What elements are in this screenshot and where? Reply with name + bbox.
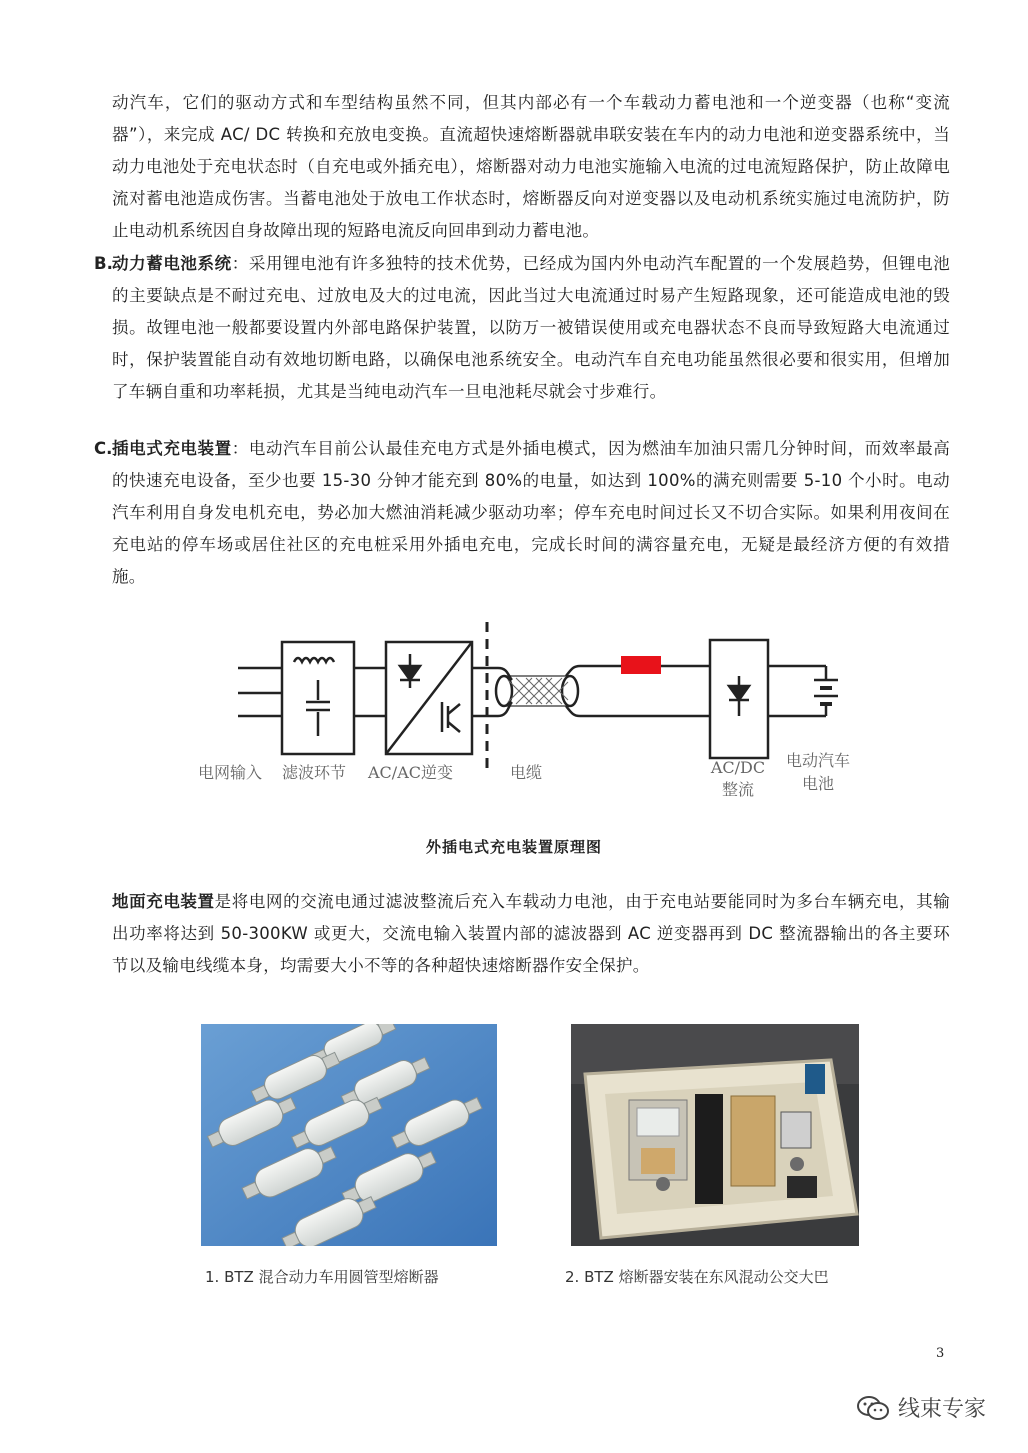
- diode-symbol: [400, 666, 420, 680]
- label-acdc: [702, 758, 774, 800]
- section-c-title: 插电式充电装置: [112, 439, 232, 458]
- watermark-text: 线束专家: [898, 1397, 987, 1422]
- label-grid-input: 电网输入: [198, 763, 263, 782]
- inductor-symbol: [294, 658, 334, 662]
- section-b-body: ：采用锂电池有许多独特的技术优势，已经成为国内外电动汽车配置的一个发展趋势，但锂电池的主要缺点是不耐过充电、过放电及大的过电流，因此当过大电流通过时易产生短路现象，还可能造成电池的毁损。故锂电池一般都要设置内外部电路保护装置，以防万一被错误使用或充电器状态不良而导致短路大电流通过时，保护装置能自动有效地切断电路，以确保电池系统安全。电动汽车自充电功能虽然很必要和很实用，但增加了车辆自重和功率耗损，尤其是当纯电动汽车一旦电池耗尽就会寸步难行。: [112, 254, 950, 401]
- ground-charging-body: 是将电网的交流电通过滤波整流后充入车载动力电池，由于充电站要能同时为多台车辆充电，其输出功率将达到 50-300KW 或更大，交流电输入装置内部的滤波器到 AC 逆变器再到 DC 整流器输出的各主要环节以及输电线缆本身，均需要大小不等的各种超快速熔断器作安全保护。: [112, 892, 950, 975]
- inverter-diagonal: [386, 642, 472, 754]
- label-acac: AC/AC逆变: [368, 763, 453, 782]
- section-b-paragraph: [112, 248, 950, 408]
- label-battery: [780, 748, 856, 794]
- section-b-title: 动力蓄电池系统: [112, 254, 232, 273]
- intro-paragraph: 动汽车，它们的驱动方式和车型结构虽然不同，但其内部必有一个车载动力蓄电池和一个逆变器（也称“变流器”），来完成 AC/ DC 转换和充放电变换。直流超快速熔断器就串联安装在车内的动力电池和逆变器系统中，当动力电池处于充电状态时（自充电或外插充电），熔断器对动力电池实施输入电流的过电流短路保护，防止故障电流对蓄电池造成伤害。当蓄电池处于放电工作状态时，熔断器反向对逆变器以及电动机系统实施过电流防护，防止电动机系统因自身故障出现的短路电流反向回串到动力蓄电池。: [112, 93, 950, 240]
- diagram-caption: 外插电式充电装置原理图: [425, 838, 602, 856]
- photo-2-caption: 2. BTZ 熔断器安装在东风混动公交大巴: [565, 1268, 829, 1286]
- wechat-icon: [856, 1394, 890, 1422]
- charging-schematic: [198, 618, 856, 808]
- section-c-paragraph: [112, 433, 950, 593]
- label-cable: 电缆: [510, 763, 543, 782]
- section-b-letter: B.: [94, 254, 113, 273]
- ground-charging-paragraph: [112, 886, 950, 982]
- fuse-box-photo: [571, 1024, 859, 1246]
- label-acdc-line1: AC/DC: [710, 758, 766, 777]
- red-fuse-symbol: [621, 656, 661, 674]
- ground-charging-title: 地面充电装置: [112, 892, 215, 911]
- label-filter: 滤波环节: [282, 763, 347, 782]
- fuse-array-photo: [201, 1024, 497, 1246]
- label-battery-line1: 电动汽车: [785, 751, 850, 770]
- section-c-body: ：电动汽车目前公认最佳充电方式是外插电模式，因为燃油车加油只需几分钟时间，而效率最高的快速充电设备，至少也要 15-30 分钟才能充到 80%的电量，如达到 100%的满充则需要 5-10 个小时。电动汽车利用自身发电机充电，势必加大燃油消耗减少驱动功率；停车充电时间过长又不切合实际。如果利用夜间在充电站的停车场或居住社区的充电桩采用外插电充电，完成长时间的满容量充电，无疑是最经济方便的有效措施。: [112, 439, 950, 586]
- section-c-letter: C.: [94, 439, 113, 458]
- label-acdc-line2: 整流: [721, 780, 754, 799]
- page-number: 3: [936, 1346, 945, 1361]
- label-battery-line2: 电池: [801, 774, 834, 793]
- watermark: [856, 1392, 986, 1423]
- photo-1-caption: 1. BTZ 混合动力车用圆管型熔断器: [205, 1268, 439, 1286]
